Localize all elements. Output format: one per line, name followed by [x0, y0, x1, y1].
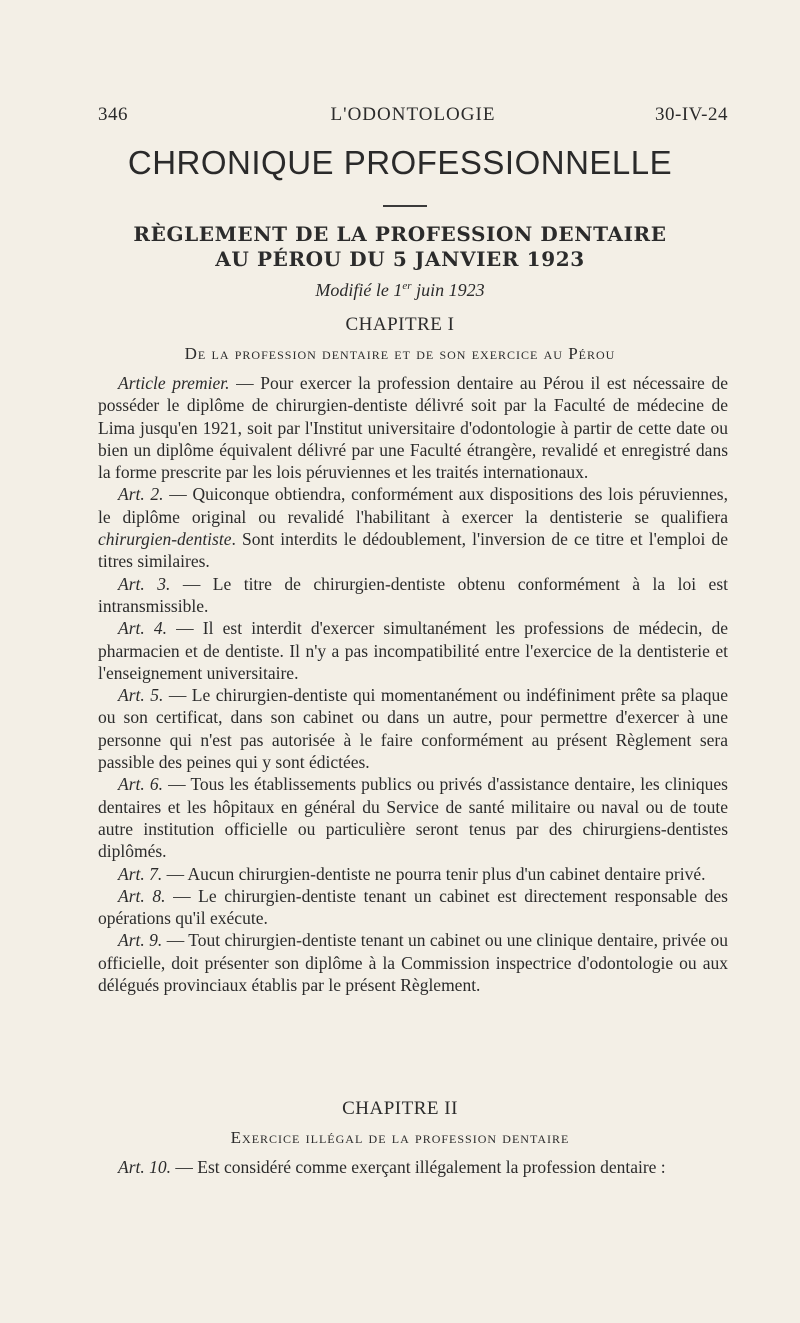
article-label: Art. 5. [118, 685, 164, 706]
article-paragraph [98, 617, 728, 684]
article-label: Art. 8. [118, 885, 166, 906]
article-text: — Il est interdit d'exercer simultanément les professions de médecin, de pharmacien et de dentiste. Il n'y a pas incompatibilité entre l'exercice de la dentisterie et l'enseignement universitaire. [98, 618, 728, 683]
regulation-title-line-1: RÈGLEMENT DE LA PROFESSION DENTAIRE [133, 222, 667, 246]
regulation-title [0, 222, 800, 272]
title-divider [383, 205, 427, 207]
article-label: Article premier. [118, 373, 230, 393]
issue-date: 30-IV-24 [655, 104, 728, 125]
amendment-note-date: juin 1923 [411, 280, 485, 300]
article-text: — Tous les établissements publics ou privés d'assistance dentaire, les cliniques dentaires et les hôpitaux en général du Service de santé militaire ou naval ou de toute autre institution officielle ou particulière seront tenus par des chirurgiens-dentistes diplômés. [98, 774, 728, 862]
chapter-2-body [98, 1156, 728, 1178]
amendment-note-text: Modifié le 1 [315, 280, 403, 300]
article-paragraph [98, 885, 728, 930]
article-label: Art. 9. [118, 930, 163, 951]
article-paragraph [98, 863, 728, 885]
article-paragraph [98, 573, 728, 618]
chapter-1-heading: CHAPITRE I [345, 314, 455, 335]
article-label: Art. 6. [118, 774, 163, 795]
article-paragraph [98, 372, 728, 483]
regulation-title-line-2: AU PÉROU DU 5 JANVIER 1923 [215, 247, 585, 271]
amendment-note-superscript: er [402, 280, 412, 292]
page-number: 346 [98, 104, 128, 125]
chapter-2-subheading: Exercice illégal de la profession dentaire [230, 1128, 570, 1147]
article-label: Art. 2. [118, 484, 164, 505]
section-title: CHRONIQUE PROFESSIONNELLE [127, 144, 673, 181]
article-text: — Aucun chirurgien-dentiste ne pourra tenir plus d'un cabinet dentaire privé. [162, 863, 706, 884]
article-text: — Le titre de chirurgien-dentiste obtenu conformément à la loi est intransmissible. [98, 573, 728, 616]
article-label: Art. 7. [118, 863, 163, 884]
article-paragraph [98, 773, 728, 862]
chapter-1-subheading: De la profession dentaire et de son exercice au Pérou [184, 344, 616, 363]
running-header [98, 104, 728, 132]
article-paragraph [98, 483, 728, 572]
article-label: Art. 4. [118, 618, 168, 639]
article-emphasis: chirurgien-dentiste [98, 529, 232, 550]
chapter-1-body [98, 372, 728, 996]
chapter-2-heading: CHAPITRE II [342, 1098, 458, 1119]
article-text: — Tout chirurgien-dentiste tenant un cabinet ou une clinique dentaire, privée ou officielle, doit présenter son diplôme à la Commission inspectrice d'odontologie ou aux délégués provinciaux établis par le présent Règlement. [98, 930, 728, 996]
article-text: — Est considéré comme exerçant illégalement la profession dentaire : [171, 1157, 666, 1177]
article-text: — Le chirurgien-dentiste qui momentanément ou indéfiniment prête sa plaque ou son certificat, dans son cabinet ou dans un autre, pour permettre d'exercer à une personne qui n'est pas autorisée à le faire conformément au présent Règlement sera passible des peines qui y sont édictées. [98, 685, 728, 773]
article-label: Art. 3. [118, 573, 171, 594]
article-text: — Quiconque obtiendra, conformément aux dispositions des lois péruviennes, le diplôme original ou revalidé l'habilitant à exercer la dentisterie se qualifiera [98, 484, 728, 527]
article-text: — Le chirurgien-dentiste tenant un cabinet est directement responsable des opérations qu'il exécute. [98, 885, 728, 929]
journal-title: L'ODONTOLOGIE [330, 104, 496, 125]
article-paragraph [98, 684, 728, 773]
article-text-continued: . Sont interdits le dédoublement, l'inversion de ce titre et l'emploi de titres similaires. [98, 529, 728, 572]
article-paragraph [98, 1156, 728, 1178]
amendment-note [0, 280, 800, 301]
article-text: — Pour exercer la profession dentaire au Pérou il est nécessaire de posséder le diplôme de chirurgien-dentiste délivré soit par la Faculté de médecine de Lima jusqu'en 1921, soit par l'Institut universitaire d'odontologie à partir de cette date ou bien un diplôme équivalent délivré par une Faculté étrangère, revalidé et enregistré dans la forme prescrite par les lois péruviennes et les traités internationaux. [98, 373, 728, 483]
article-paragraph [98, 929, 728, 996]
article-label: Art. 10. [118, 1157, 171, 1177]
